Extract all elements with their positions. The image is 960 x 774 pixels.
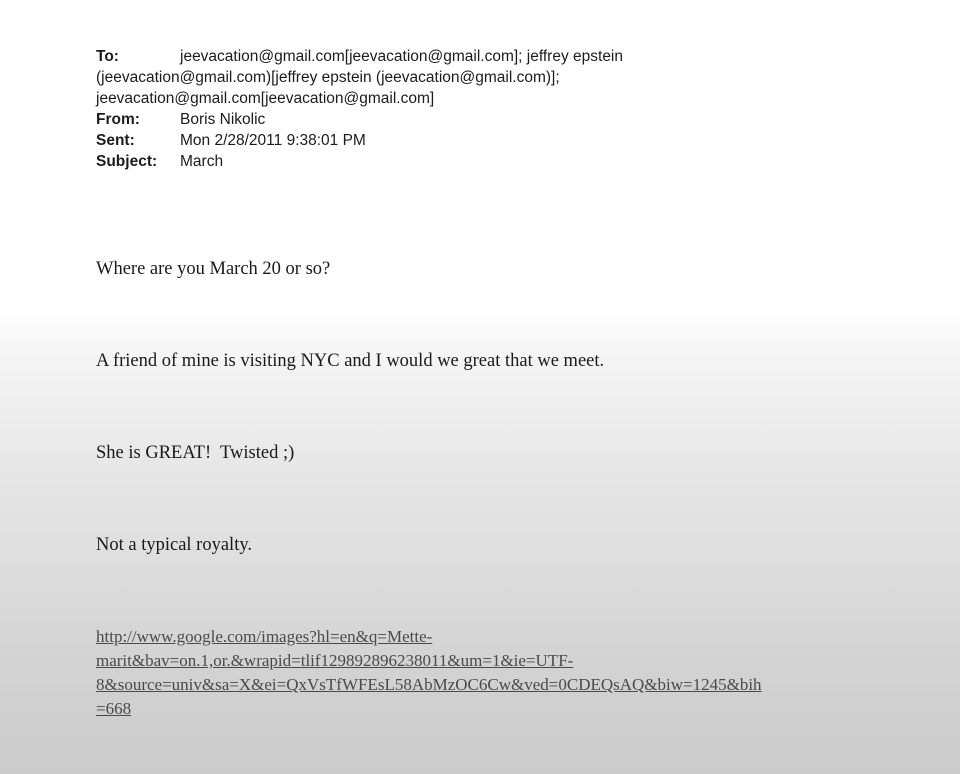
link-line[interactable]: marit&bav=on.1,or.&wrapid=tlif129892896238011&um=1&ie=UTF- [96, 651, 574, 670]
from-value: Boris Nikolic [180, 111, 266, 128]
sent-label: Sent: [96, 132, 135, 149]
subject-value: March [180, 153, 224, 170]
link-line[interactable]: =668 [96, 699, 132, 718]
body-paragraph: A friend of mine is visiting NYC and I would we great that we meet. [96, 351, 605, 371]
from-row [96, 109, 856, 130]
email-header [96, 46, 856, 172]
body-paragraph: Not a typical royalty. [96, 535, 253, 555]
to-value-line-2: (jeevacation@gmail.com)[jeffrey epstein (jeevacation@gmail.com)]; [96, 69, 560, 86]
google-images-link[interactable] [96, 625, 762, 721]
sent-value: Mon 2/28/2011 9:38:01 PM [180, 132, 366, 149]
to-value-line-3: jeevacation@gmail.com[jeevacation@gmail.com] [96, 90, 435, 107]
link-line[interactable]: http://www.google.com/images?hl=en&q=Mette- [96, 627, 433, 646]
subject-row [96, 151, 856, 172]
body-paragraph: She is GREAT! Twisted ;) [96, 443, 295, 463]
subject-label: Subject: [96, 153, 158, 170]
link-line[interactable]: 8&source=univ&sa=X&ei=QxVsTfWFEsL58AbMzOC6Cw&ved=0CDEQsAQ&biw=1245&bih [96, 675, 762, 694]
to-row [96, 46, 856, 67]
body-paragraph: Where are you March 20 or so? [96, 259, 331, 279]
to-value-line-1: jeevacation@gmail.com[jeevacation@gmail.com]; jeffrey epstein [180, 48, 623, 65]
to-label: To: [96, 48, 119, 65]
sent-row [96, 130, 856, 151]
from-label: From: [96, 111, 140, 128]
